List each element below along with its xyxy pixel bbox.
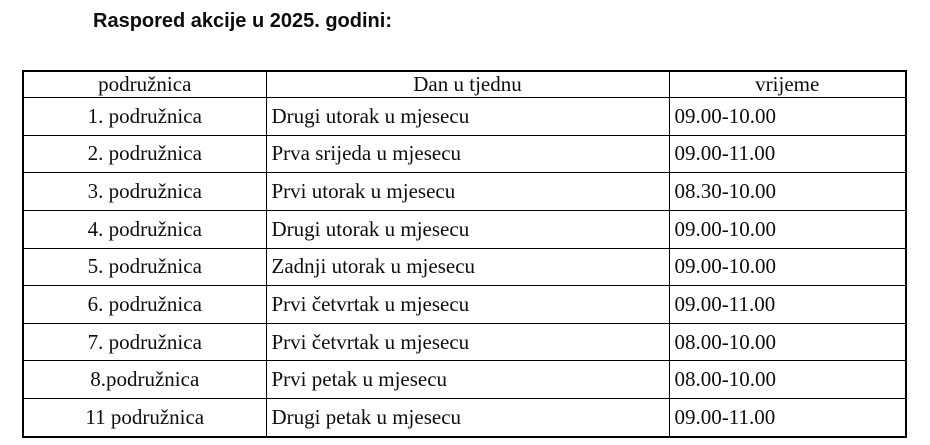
table-cell-day: Prvi četvrtak u mjesecu (266, 323, 669, 361)
table-cell-branch: 2. podružnica (23, 135, 266, 173)
table-cell-time: 08.30-10.00 (669, 173, 906, 211)
table-cell-day: Prvi utorak u mjesecu (266, 173, 669, 211)
table-row (23, 248, 906, 286)
table-cell-time: 09.00-10.00 (669, 210, 906, 248)
table-cell-time: 08.00-10.00 (669, 361, 906, 399)
page-title: Raspored akcije u 2025. godini: (93, 10, 392, 32)
table-cell-time: 09.00-11.00 (669, 286, 906, 324)
table-cell-day: Drugi petak u mjesecu (266, 399, 669, 437)
column-header-vrijeme: vrijeme (669, 71, 906, 98)
table-header-row (23, 71, 906, 98)
table-cell-branch: 4. podružnica (23, 210, 266, 248)
table-cell-branch: 7. podružnica (23, 323, 266, 361)
table-cell-day: Zadnji utorak u mjesecu (266, 248, 669, 286)
table-cell-day: Prva srijeda u mjesecu (266, 135, 669, 173)
table-cell-time: 09.00-10.00 (669, 98, 906, 136)
table-cell-branch: 5. podružnica (23, 248, 266, 286)
table-cell-branch: 11 podružnica (23, 399, 266, 437)
column-header-podruznica: podružnica (23, 71, 266, 98)
schedule-table (22, 70, 907, 438)
table-row (23, 399, 906, 437)
table-row (23, 361, 906, 399)
table-cell-branch: 3. podružnica (23, 173, 266, 211)
table-row (23, 323, 906, 361)
table-cell-day: Prvi petak u mjesecu (266, 361, 669, 399)
table-row (23, 98, 906, 136)
table-cell-day: Drugi utorak u mjesecu (266, 210, 669, 248)
table-row (23, 135, 906, 173)
table-cell-time: 09.00-10.00 (669, 248, 906, 286)
table-cell-branch: 6. podružnica (23, 286, 266, 324)
table-row (23, 286, 906, 324)
table-row (23, 210, 906, 248)
column-header-dan-u-tjednu: Dan u tjednu (266, 71, 669, 98)
table-cell-day: Prvi četvrtak u mjesecu (266, 286, 669, 324)
table-row (23, 173, 906, 211)
table-cell-time: 09.00-11.00 (669, 399, 906, 437)
table-cell-day: Drugi utorak u mjesecu (266, 98, 669, 136)
table-cell-time: 08.00-10.00 (669, 323, 906, 361)
table-cell-time: 09.00-11.00 (669, 135, 906, 173)
table-cell-branch: 1. podružnica (23, 98, 266, 136)
table-cell-branch: 8.podružnica (23, 361, 266, 399)
